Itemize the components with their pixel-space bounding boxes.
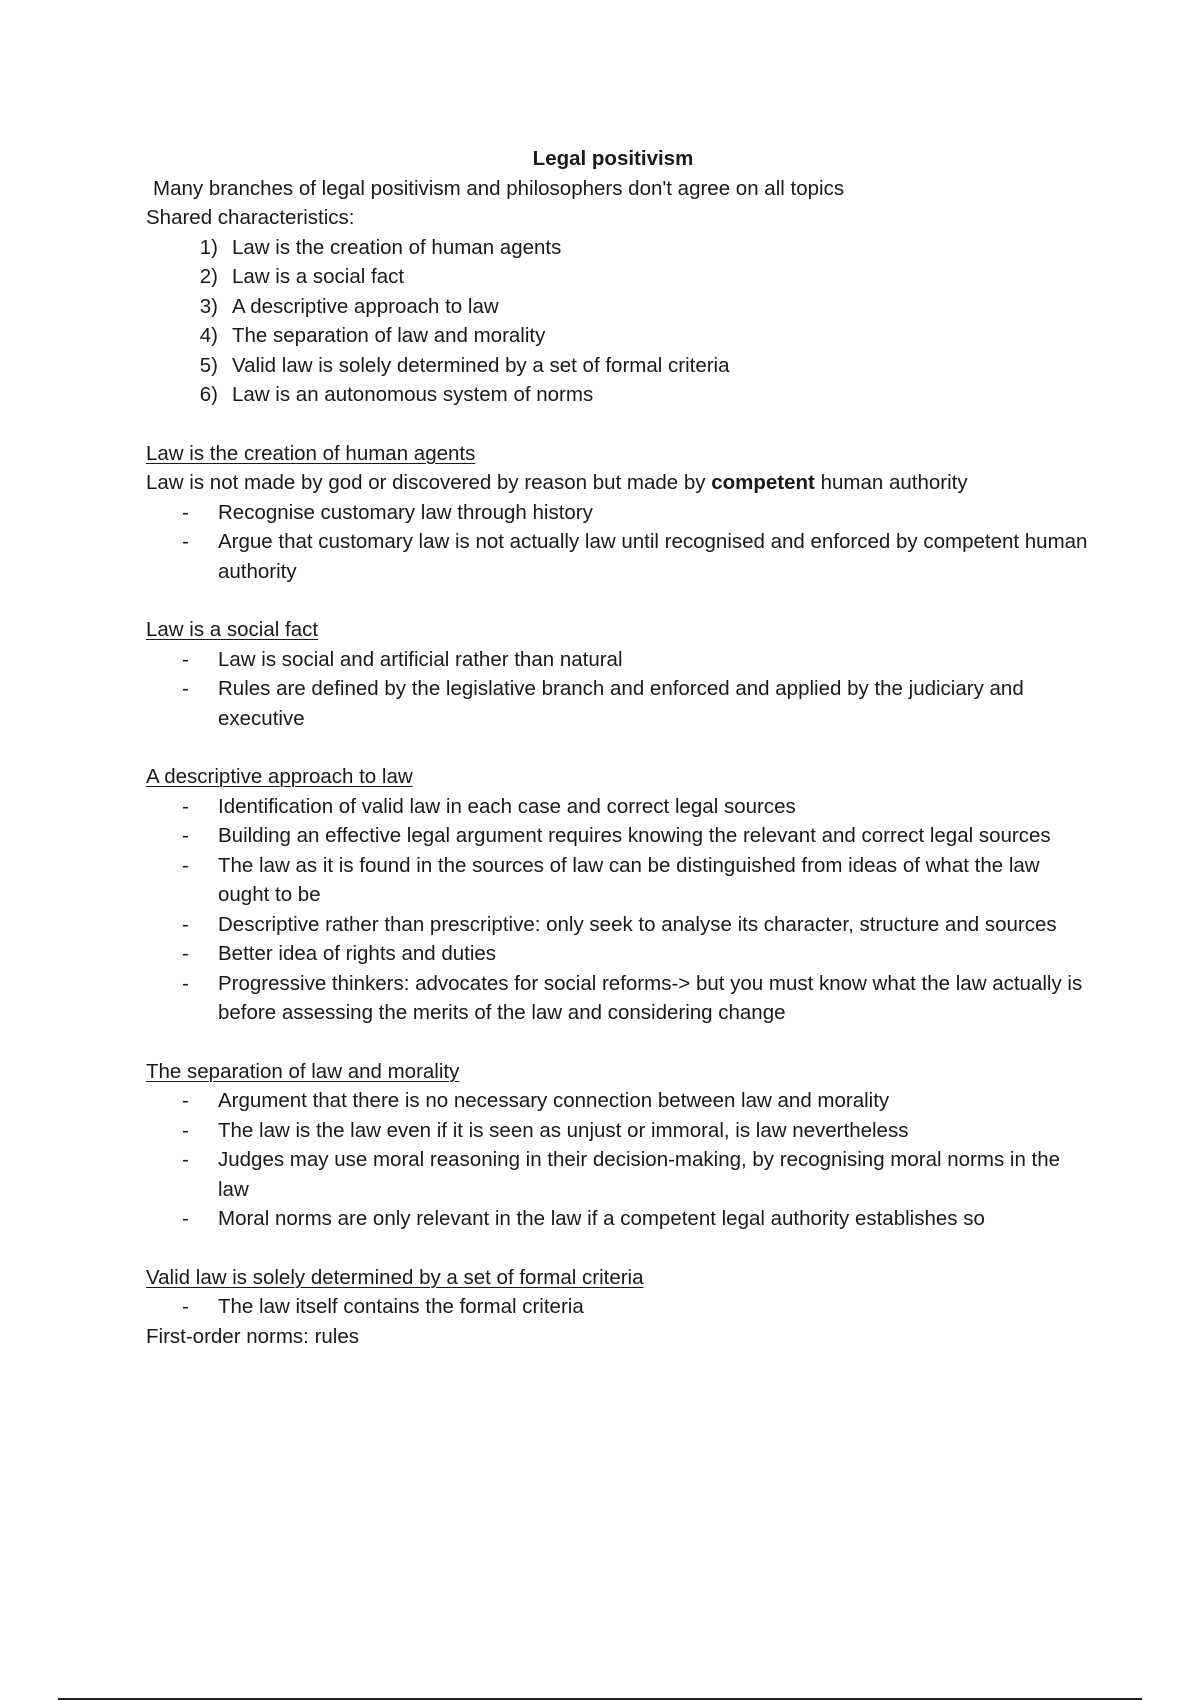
item-text: Law is a social fact <box>232 265 405 288</box>
dash-marker: - <box>182 677 189 700</box>
shared-characteristics-label: Shared characteristics: <box>146 206 355 229</box>
emphasis-text: competent <box>711 471 815 494</box>
item-text: Law is an autonomous system of norms <box>232 383 594 406</box>
section-lead: Law is not made by god or discovered by reason but made by competent human authority <box>146 471 968 494</box>
dash-marker: - <box>182 647 189 671</box>
dash-marker: - <box>182 530 189 553</box>
section-heading: Law is the creation of human agents <box>146 441 476 465</box>
bullet-list <box>146 498 1106 587</box>
section-human-agents <box>146 439 1106 587</box>
item-text: Descriptive rather than prescriptive: only seek to analyse its character, structure and sources <box>218 912 1057 936</box>
list-item <box>146 527 1106 586</box>
list-item <box>146 1204 1106 1234</box>
dash-marker: - <box>182 1207 189 1230</box>
item-text: Moral norms are only relevant in the law if a competent legal authority establishes so <box>218 1207 985 1230</box>
item-text: Law is social and artificial rather than natural <box>218 647 623 671</box>
list-item <box>146 498 1106 528</box>
section-heading: A descriptive approach to law <box>146 765 413 788</box>
item-text: Recognise customary law through history <box>218 500 593 524</box>
item-number: 6) <box>199 383 218 406</box>
item-number: 5) <box>199 353 218 377</box>
list-item <box>146 645 1106 675</box>
characteristics-list <box>146 233 1106 410</box>
dash-marker: - <box>182 971 189 995</box>
first-order-norms-text: First-order norms: rules <box>146 1324 360 1348</box>
section-heading: Valid law is solely determined by a set of formal criteria <box>146 1265 644 1289</box>
item-text: The law is the law even if it is seen as unjust or immoral, is law nevertheless <box>218 1118 909 1142</box>
list-item <box>146 1116 1106 1146</box>
section-separation <box>146 1057 1106 1234</box>
item-number: 1) <box>199 235 218 259</box>
list-item <box>146 1145 1106 1204</box>
list-item <box>146 321 1106 351</box>
item-text: Judges may use moral reasoning in their decision-making, by recognising moral norms in the law <box>218 1148 1061 1201</box>
list-item <box>146 969 1106 1028</box>
list-item <box>146 821 1106 851</box>
dash-marker: - <box>182 853 189 877</box>
list-item <box>146 851 1106 910</box>
bullet-list <box>146 1292 1106 1322</box>
list-item <box>146 351 1106 381</box>
section-descriptive-approach <box>146 762 1106 1028</box>
item-text: Valid law is solely determined by a set of formal criteria <box>232 353 730 377</box>
section-heading: The separation of law and morality <box>146 1059 460 1083</box>
list-item <box>146 792 1106 822</box>
list-item <box>146 1086 1106 1116</box>
dash-marker: - <box>182 794 189 818</box>
section-formal-criteria <box>146 1263 1106 1352</box>
item-text: Better idea of rights and duties <box>218 942 497 965</box>
dash-marker: - <box>182 1148 189 1171</box>
item-text: The law itself contains the formal criteria <box>218 1295 584 1318</box>
dash-marker: - <box>182 1118 189 1142</box>
bullet-list <box>146 1086 1106 1234</box>
list-item <box>146 380 1106 410</box>
document-title: Legal positivism <box>532 147 694 170</box>
item-text: Identification of valid law in each case and correct legal sources <box>218 794 796 818</box>
list-item <box>146 292 1106 322</box>
list-item <box>146 1292 1106 1322</box>
section-heading: Law is a social fact <box>146 618 319 641</box>
item-text: Argument that there is no necessary connection between law and morality <box>218 1089 890 1112</box>
item-number: 3) <box>199 294 218 318</box>
item-text: Progressive thinkers: advocates for social reforms-> but you must know what the law actually is before assessing the merits of the law and considering change <box>218 971 1083 1024</box>
section-social-fact <box>146 615 1106 733</box>
bullet-list <box>146 792 1106 1028</box>
item-text: Building an effective legal argument requires knowing the relevant and correct legal sources <box>218 824 1051 847</box>
item-number: 4) <box>199 324 218 347</box>
dash-marker: - <box>182 500 189 524</box>
dash-marker: - <box>182 824 189 847</box>
item-number: 2) <box>199 265 218 288</box>
dash-marker: - <box>182 1089 189 1112</box>
list-item <box>146 262 1106 292</box>
item-text: The separation of law and morality <box>232 324 546 347</box>
item-text: Law is the creation of human agents <box>232 235 562 259</box>
dash-marker: - <box>182 912 189 936</box>
intro-text: Many branches of legal positivism and philosophers don't agree on all topics <box>153 176 845 200</box>
item-text: Argue that customary law is not actually law until recognised and enforced by competent human authority <box>218 530 1088 583</box>
item-text: A descriptive approach to law <box>232 294 499 318</box>
document-page <box>146 144 1106 1351</box>
list-item <box>146 233 1106 263</box>
item-text: The law as it is found in the sources of law can be distinguished from ideas of what the law ought to be <box>218 853 1040 906</box>
list-item <box>146 674 1106 733</box>
bullet-list <box>146 645 1106 734</box>
list-item <box>146 939 1106 969</box>
dash-marker: - <box>182 942 189 965</box>
list-item <box>146 910 1106 940</box>
item-text: Rules are defined by the legislative branch and enforced and applied by the judiciary and executive <box>218 677 1024 730</box>
dash-marker: - <box>182 1295 189 1318</box>
